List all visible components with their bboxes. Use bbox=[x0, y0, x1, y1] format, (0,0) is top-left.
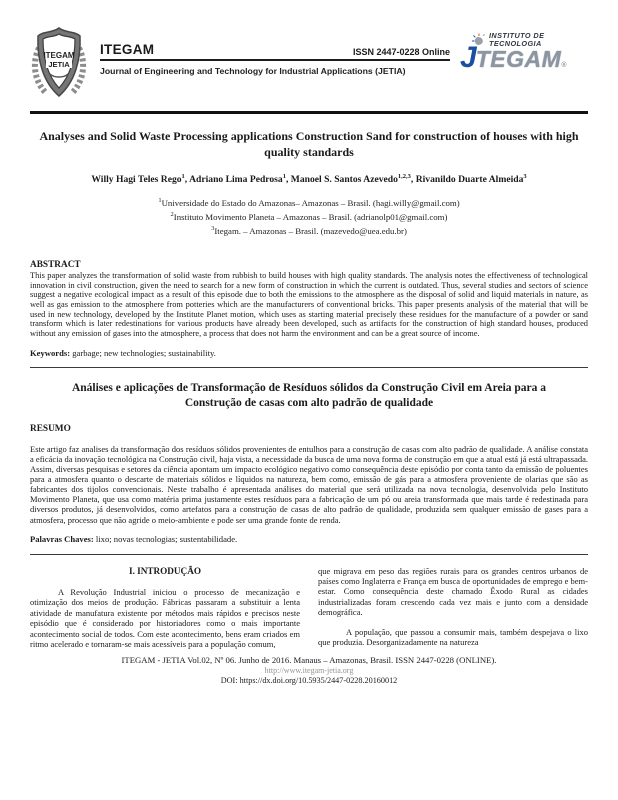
author-2: Adriano Lima Pedrosa$^1$, bbox=[189, 173, 291, 186]
keywords-label: Keywords: bbox=[30, 347, 71, 358]
section-divider-rule-1 bbox=[30, 367, 588, 368]
palavras-chaves-label: Palavras Chaves: bbox=[30, 533, 94, 544]
column-right bbox=[318, 566, 588, 650]
registered-mark: ® bbox=[561, 62, 567, 69]
palavras-chaves-line bbox=[30, 534, 588, 544]
crest-text-jetia: JETIA bbox=[48, 60, 70, 69]
article-title-en: Analyses and Solid Waste Processing applications Construction Sand for construction of houses with high quality standards bbox=[39, 129, 579, 159]
journal-header bbox=[30, 26, 588, 107]
inst-line2: TECNOLOGIA bbox=[489, 39, 542, 48]
crest-text-itegam: ITEGAM bbox=[43, 51, 75, 60]
keywords-line bbox=[30, 348, 588, 358]
intro-right-paragraph-2: A população, que passou a consumir mais, também despejava o lixo que produzia. Desorganizadamente na natureza bbox=[318, 626, 588, 648]
resumo-section bbox=[30, 424, 588, 544]
footer-journal-url: http://www.itegam-jetia.org bbox=[264, 666, 354, 676]
affiliation-1: $^1$Universidade do Estado do Amazonas– Amazonas – Brasil. (hagi.willy@gmail.com) bbox=[158, 197, 460, 209]
authors-line bbox=[30, 173, 588, 185]
introduction-heading: I. INTRODUÇÃO bbox=[129, 565, 201, 576]
header-divider-rule bbox=[30, 111, 588, 114]
abstract-heading: ABSTRACT bbox=[30, 259, 81, 270]
intro-left-paragraph: A Revolução Industrial iniciou o processo de mecanização e otimização dos meios de produção. Fábricas passaram a substituir a lenta atividade de manufatura existente por métodos mais rápidos e precisos neste episódio que é considerado por historiadores como o mais importante acontecimento social de todos. Com este acontecimento, bens eram criados em ritmo acelerado e tornaram-se mais acessíveis para a população comum, bbox=[30, 587, 300, 650]
article-title-pt: Análises e aplicações de Transformação de Resíduos sólidos da Construção Civil em Areia para a Construção de casas com alto padrão de qualidade bbox=[71, 381, 547, 409]
column-left bbox=[30, 566, 300, 650]
introduction-columns bbox=[30, 566, 588, 650]
issn-label: ISSN 2447-0228 Online bbox=[352, 47, 450, 57]
journal-name: Journal of Engineering and Technology for Industrial Applications (JETIA) bbox=[100, 66, 406, 76]
section-divider-rule-2 bbox=[30, 554, 588, 555]
wordmark-tegam: TEGAM bbox=[475, 46, 562, 72]
journal-acronym: ITEGAM bbox=[100, 42, 155, 57]
footer-doi: DOI: https://dx.doi.org/10.5935/2447-0228.20160012 bbox=[220, 676, 398, 686]
intro-right-paragraph-1: que migrava em peso das regiões rurais para os grandes centros urbanos de países como Inglaterra e França em busca de oportunidades de emprego e bem-estar. Como consequência deste chamado Êxodo Rural as cidades industrializadas foram crescendo cada vez mais e junto com a densidade demográfica. bbox=[318, 565, 589, 618]
crest-shield-icon bbox=[30, 26, 88, 102]
author-3: Manoel S. Santos Azevedo$^{1,2,3}$, bbox=[290, 173, 416, 186]
affiliation-2: $^2$Instituto Movimento Planeta – Amazonas – Brasil. (adrianolp01@gmail.com) bbox=[170, 211, 448, 223]
masthead-top-row bbox=[100, 42, 450, 61]
footer-citation: ITEGAM - JETIA Vol.02, Nº 06. Junho de 2016. Manaus – Amazonas, Brasil. ISSN 2447-0228 (ONLINE). bbox=[121, 655, 497, 666]
affiliations bbox=[30, 195, 588, 237]
wordmark-j: J bbox=[460, 41, 477, 74]
page-footer bbox=[30, 655, 588, 685]
itegam-wordmark-logo bbox=[460, 26, 588, 76]
author-1: Willy Hagi Teles Rego$^1$, bbox=[91, 173, 190, 186]
palavras-chaves-text: lixo; novas tecnologias; sustentabilidade. bbox=[93, 533, 238, 544]
masthead bbox=[100, 42, 450, 76]
affiliation-3: $^3$Itegam. – Amazonas – Brasil. (mazevedo@uea.edu.br) bbox=[211, 225, 407, 236]
abstract-section bbox=[30, 260, 588, 358]
author-4: Rivanildo Duarte Almeida$^3$ bbox=[415, 173, 527, 186]
resumo-heading: RESUMO bbox=[30, 423, 71, 434]
keywords-text: garbage; new technologies; sustainability. bbox=[70, 347, 216, 358]
itegam-crest-logo bbox=[30, 26, 88, 107]
inst-line1: INSTITUTO DE bbox=[489, 31, 545, 40]
abstract-text: This paper analyzes the transformation of solid waste from rubbish to build houses with high quality standards. The analysis notes the effectiveness of technological innovation in civil construction, given the need to search for a new form of construction in which the current is outdated. Thus, several studies and sectors of science suggest a negative ecological impact as a result of this episode due to both the emissions to the atmosphere as the disposal of solid and liquid materials in nature, as well as gas emission to the atmosphere from potteries which are the manufacturers of conventional bricks. This paper presents analysis of the material that will be used in new technology, developed by the Institute Planet motion, which uses as starting material precisely these residues for the manufacture of a powder or sand transform which is later redestinations for various products have already been developed, such as artifacts for the construction of high standard houses, produced without any emission of gases into the atmosphere, a process that does not harm the environment and can be a great source of income. bbox=[30, 270, 588, 339]
resumo-text: Este artigo faz analises da transformação dos resíduos sólidos provenientes de entulhos para a construção de casas com alto padrão de qualidade. A análise constata a eficácia da inovação tecnológica na Construção civil, haja vista, a necessidade da busca de uma nova forma de construção em que a atual está já está ultrapassada. Assim, diversas pesquisas e setores da ciência apontam um impacto ecológico negativo como consequência deste episódio por conta tanto da emissão de poluentes para a atmosfera quanto o descarte de materiais sólidos e líquidos na natureza, bem como, emissão de gás para a atmosfera proveniente de olarias que são as fabricantes dos tijolos convencionais. Neste trabalho é apresentada análises do material que será utilizada na nova tecnologia, desenvolvida pelo Instituto Movimento Planeta, que usa como matéria prima justamente estes resíduos para a fabricação de um pó ou areia transformada que mais tarde é redestinada para diversos produtos, já desenvolvidos, como artefatos para a construção de casas de alto padrão de qualidade, produzida sem qualquer emissão de gases para a atmosfera, processo que não agride o meio-ambiente e pode ser uma grande fonte de renda. bbox=[30, 443, 588, 525]
